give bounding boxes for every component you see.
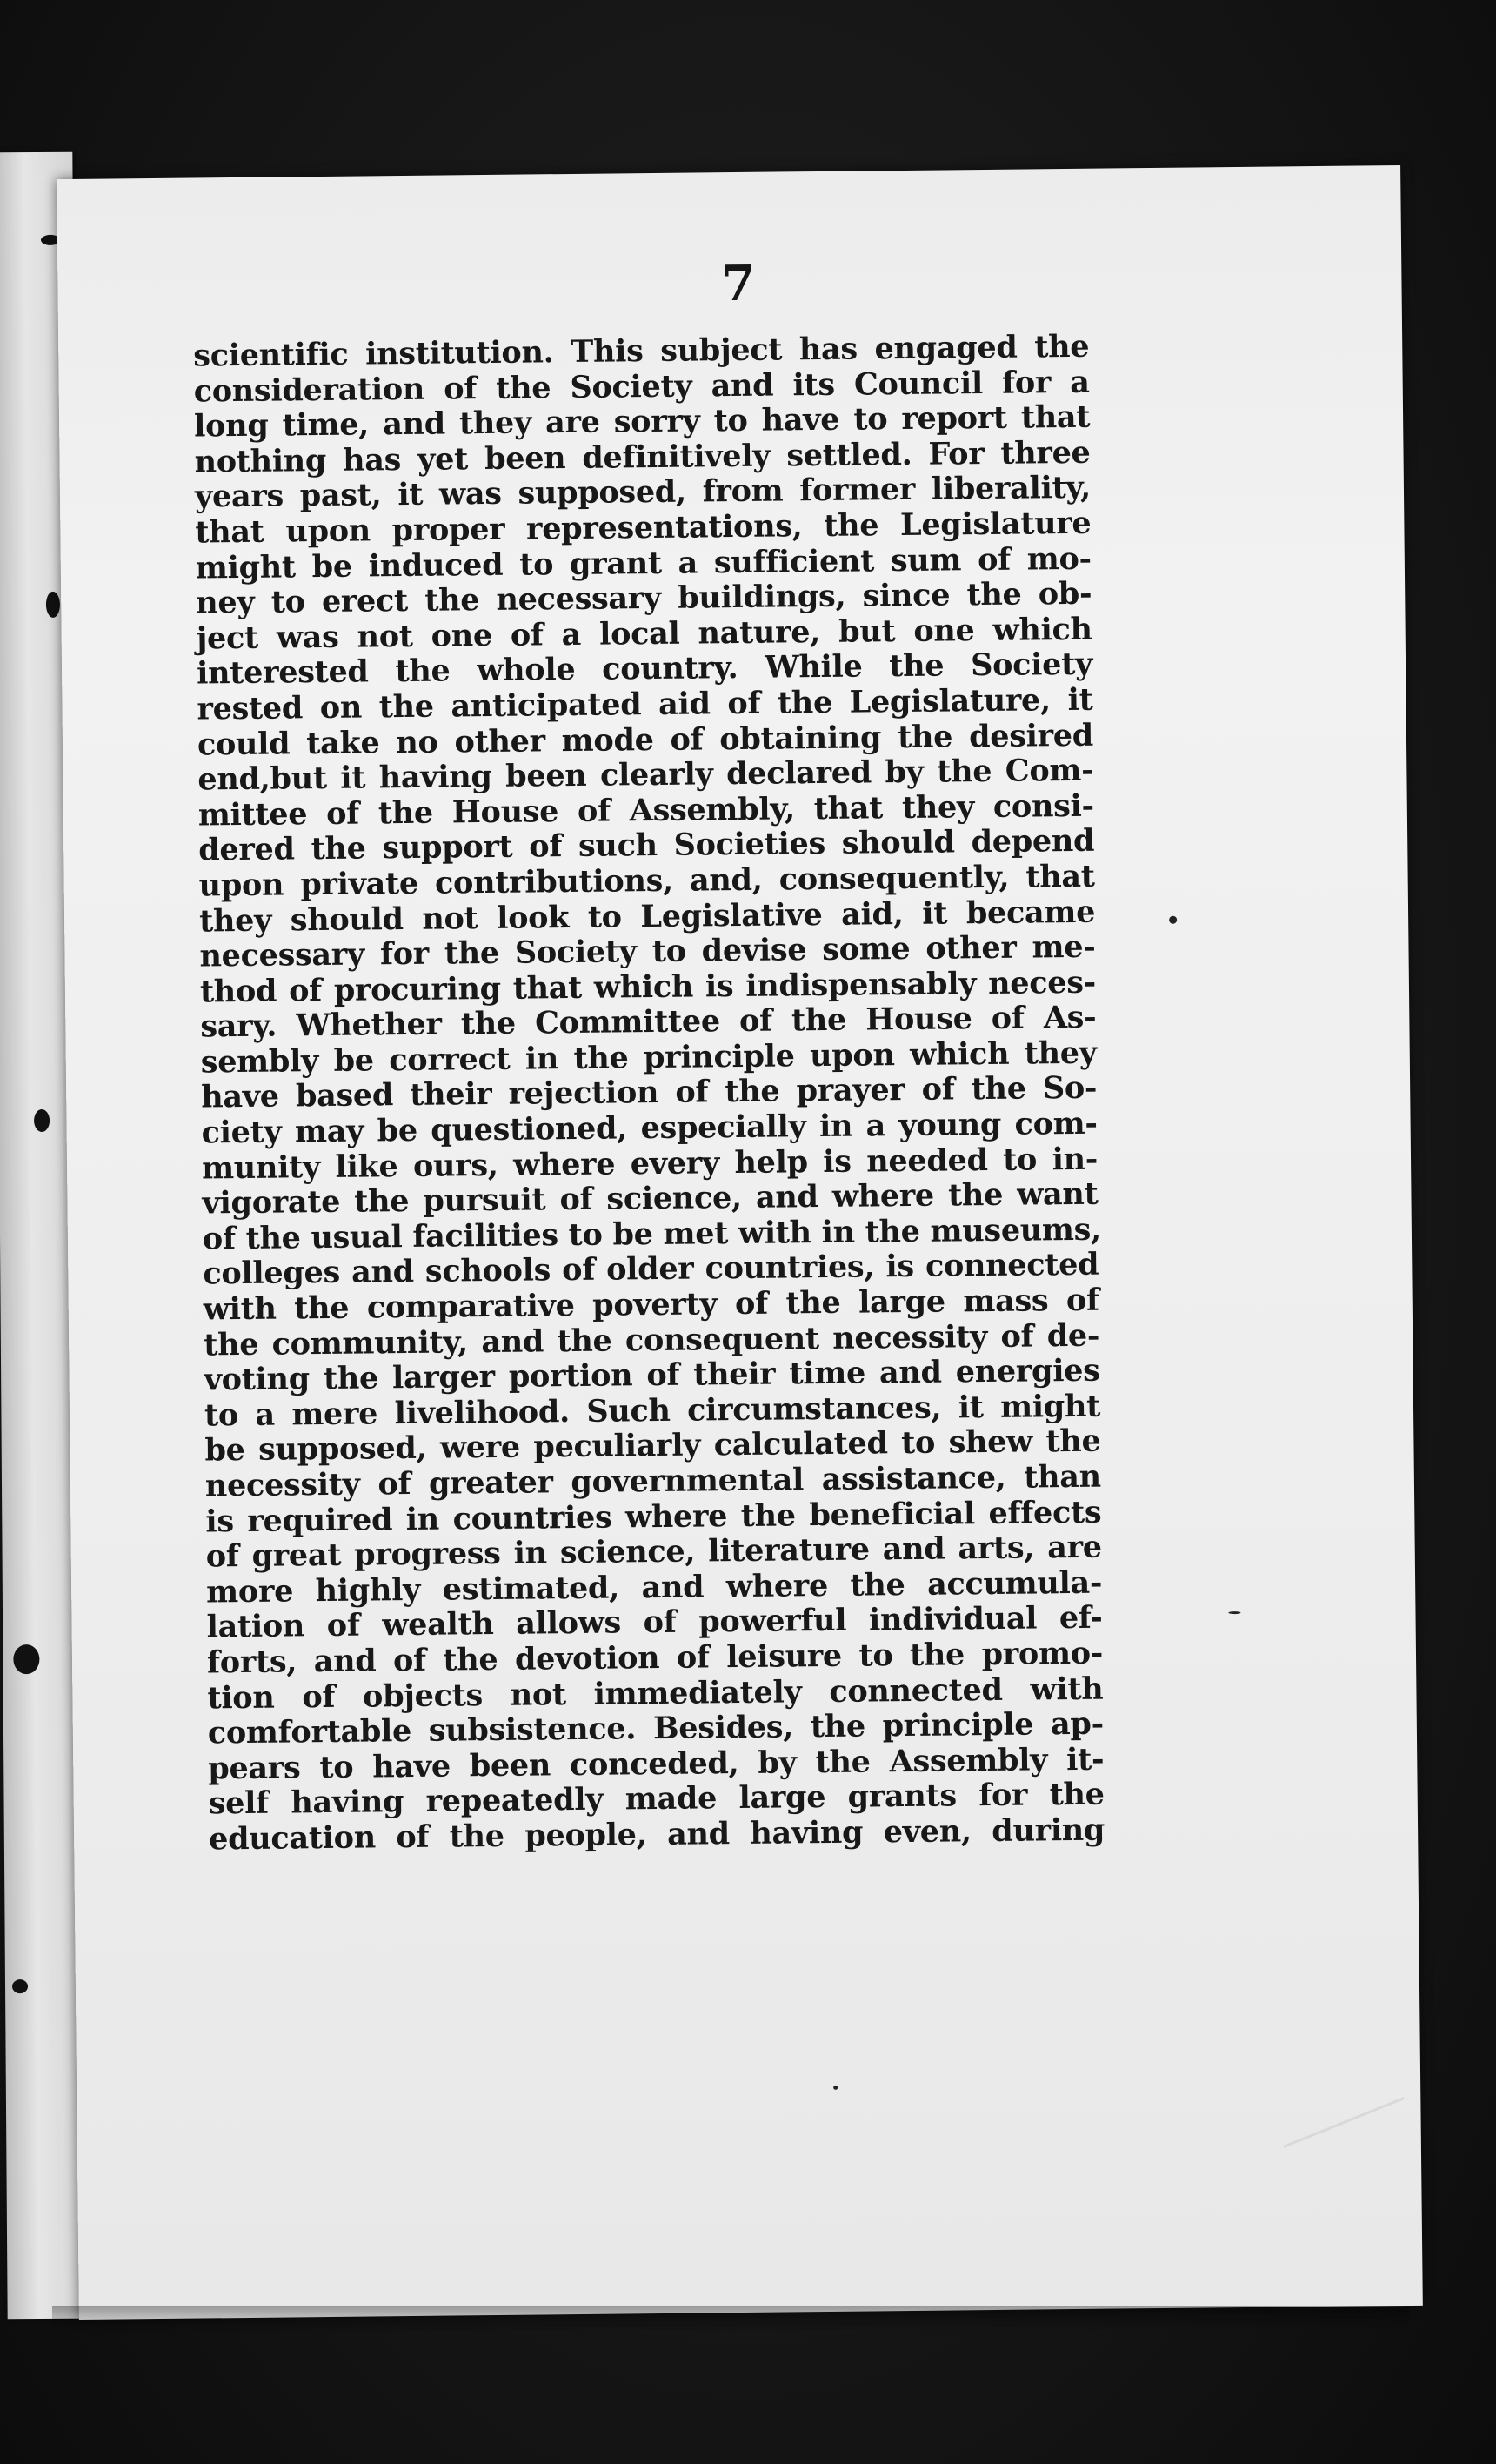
text-line: pears to have been conceded, by the Assembly it- — [208, 1741, 1105, 1787]
ink-speck — [1169, 916, 1177, 924]
text-line: ciety may be questioned, especially in a young com- — [201, 1105, 1098, 1151]
text-line: forts, and of the devotion of leisure to the promo- — [206, 1635, 1104, 1681]
text-line: colleges and schools of older countries, is connected — [203, 1247, 1099, 1292]
text-line: the community, and the consequent necessity of de- — [203, 1317, 1100, 1363]
text-line: long time, and they are sorry to have to report that — [193, 398, 1091, 445]
text-line: dered the support of such Societies should depend — [198, 823, 1095, 868]
text-line: munity like ours, where every help is needed to in- — [201, 1141, 1099, 1187]
text-line: consideration of the Society and its Council for a — [193, 364, 1090, 410]
text-line: ject was not one of a local nature, but one which — [196, 611, 1092, 657]
binding-mark — [12, 1979, 28, 1993]
text-line: education of the people, and having even, during — [208, 1811, 1105, 1858]
text-line: sembly be correct in the principle upon which they — [200, 1034, 1097, 1081]
text-line: sary. Whether the Committee of the House of As- — [200, 999, 1097, 1045]
text-line: have based their rejection of the prayer of the So- — [201, 1070, 1098, 1115]
page-number: 7 — [721, 254, 756, 313]
text-line: to a mere livelihood. Such circumstances, it might — [204, 1388, 1101, 1434]
text-line: vigorate the pursuit of science, and where the want — [202, 1175, 1099, 1222]
text-line: tion of objects not immediately connected with — [207, 1671, 1104, 1716]
text-line: that upon proper representations, the Legislature — [195, 505, 1092, 551]
text-line: rested on the anticipated aid of the Legislature, it — [197, 681, 1093, 727]
text-line: interested the whole country. While the Society — [196, 646, 1093, 692]
ink-speck — [1228, 1611, 1240, 1614]
text-line: years past, it was supposed, from former liberality, — [194, 470, 1092, 515]
binding-mark — [46, 592, 60, 618]
text-line: voting the larger portion of their time and energies — [204, 1352, 1100, 1398]
text-line: ney to erect the necessary buildings, since the ob- — [196, 575, 1092, 621]
document-page — [57, 165, 1423, 2320]
page-shadow — [52, 2306, 1409, 2332]
text-line: is required in countries where the beneficial effects — [205, 1494, 1102, 1540]
binding-mark — [34, 1109, 50, 1132]
text-line: scientific institution. This subject has engaged the — [193, 328, 1090, 374]
body-text — [193, 330, 1105, 1858]
text-line: could take no other mode of obtaining the desired — [197, 717, 1094, 763]
text-line: necessary for the Society to devise some other me- — [199, 928, 1096, 974]
text-line: of the usual facilities to be met with in the museums, — [202, 1211, 1102, 1257]
text-line: might be induced to grant a sufficient sum of mo- — [195, 540, 1092, 586]
ink-speck — [833, 2086, 838, 2090]
text-line: end,but it having been clearly declared by the Com- — [197, 752, 1094, 798]
text-line: mittee of the House of Assembly, that they consi- — [197, 787, 1094, 834]
text-line: thod of procuring that which is indispensably neces- — [199, 964, 1097, 1010]
text-line: of great progress in science, literature and arts, are — [205, 1529, 1102, 1575]
binding-mark — [13, 1644, 39, 1674]
text-line: be supposed, were peculiarly calculated to shew the — [204, 1423, 1101, 1469]
text-line: self having repeatedly made large grants for the — [208, 1776, 1105, 1822]
text-line: nothing has yet been definitively settled. For three — [194, 434, 1091, 480]
text-line: upon private contributions, and, consequently, that — [198, 858, 1095, 904]
text-line: lation of wealth allows of powerful individual ef- — [206, 1600, 1103, 1645]
text-line: with the comparative poverty of the large mass of — [203, 1282, 1099, 1328]
text-line: more highly estimated, and where the accumula- — [205, 1564, 1103, 1610]
text-line: comfortable subsistence. Besides, the principle ap- — [207, 1705, 1105, 1751]
text-line: necessity of greater governmental assistance, than — [204, 1458, 1102, 1504]
text-line: they should not look to Legislative aid, it became — [198, 894, 1096, 939]
